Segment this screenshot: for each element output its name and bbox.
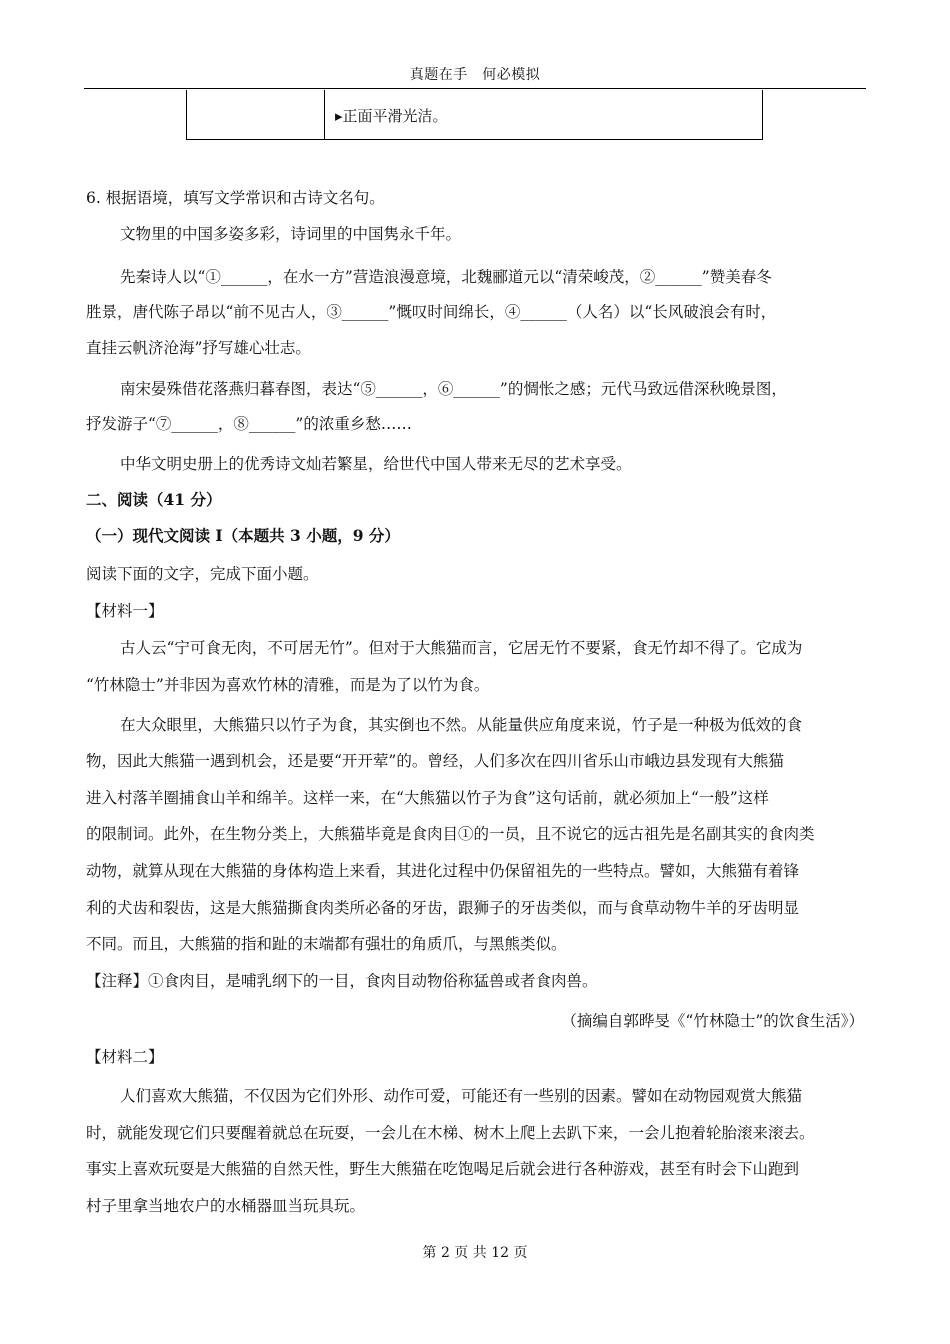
material-2-paragraph-1: 事实上喜欢玩耍是大熊猫的自然天性，野生大熊猫在吃饱喝足后就会进行各种游戏，甚至有时会下山跑到 <box>86 1160 800 1178</box>
question-6-paragraph-2: 南宋晏殊借花落燕归暮春图，表达“⑤______，⑥______”的惆怅之感；元代马致远借深秋晚景图， <box>120 380 787 398</box>
header-rule <box>84 88 866 89</box>
material-1-note: 【注释】①食肉目，是哺乳纲下的一目，食肉目动物俗称猛兽或者食肉兽。 <box>86 972 598 990</box>
top-table <box>186 90 763 140</box>
subsection-1-title: （一）现代文阅读 I（本题共 3 小题，9 分） <box>86 526 400 545</box>
material-2-paragraph-1: 村子里拿当地农户的水桶器皿当玩具玩。 <box>86 1197 366 1215</box>
material-1-label: 【材料一】 <box>86 602 164 620</box>
page-number: 第 2 页 共 12 页 <box>422 1245 528 1261</box>
question-6-paragraph-1: 直挂云帆济沧海”抒写雄心壮志。 <box>86 339 311 357</box>
question-6-paragraph-2: 抒发游子“⑦______，⑧______”的浓重乡愁…… <box>86 415 412 433</box>
material-1-paragraph-2: 的限制词。此外，在生物分类上，大熊猫毕竟是食肉目①的一员，且不说它的远古祖先是名副其实的食肉类 <box>86 825 815 843</box>
material-2-paragraph-1: 人们喜欢大熊猫，不仅因为它们外形、动作可爱，可能还有一些别的因素。譬如在动物园观赏大熊猫 <box>120 1087 803 1105</box>
material-1-paragraph-2: 进入村落羊圈捕食山羊和绵羊。这样一来，在“大熊猫以竹子为食”这句话前，就必须加上“一般”这样 <box>86 789 769 807</box>
material-1-paragraph-2: 不同。而且，大熊猫的指和趾的末端都有强壮的角质爪，与黑熊类似。 <box>86 935 567 953</box>
table-cell-right: ▸正面平滑光洁。 <box>335 107 448 125</box>
question-6-paragraph-3: 中华文明史册上的优秀诗文灿若繁星，给世代中国人带来无尽的艺术享受。 <box>120 455 632 473</box>
material-1-paragraph-2: 利的犬齿和裂齿，这是大熊猫撕食肉类所必备的牙齿，跟狮子的牙齿类似，而与食草动物牛羊的牙齿明显 <box>86 899 800 917</box>
section-2-title: 二、阅读（41 分） <box>86 490 222 509</box>
material-1-paragraph-1: 古人云“宁可食无肉，不可居无竹”。但对于大熊猫而言，它居无竹不要紧，食无竹却不得了。它成为 <box>120 639 803 657</box>
reading-instruction: 阅读下面的文字，完成下面小题。 <box>86 565 319 583</box>
question-6-paragraph-1: 胜景，唐代陈子昂以“前不见古人，③______”慨叹时间绵长，④______（人名）以“长风破浪会有时， <box>86 303 777 321</box>
question-6-intro: 文物里的中国多姿多彩，诗词里的中国隽永千年。 <box>120 225 462 243</box>
material-1-source: （摘编自郭晔旻《“竹林隐士”的饮食生活》） <box>561 1012 864 1030</box>
material-1-paragraph-2: 动物，就算从现在大熊猫的身体构造上来看，其进化过程中仍保留祖先的一些特点。譬如，大熊猫有着锋 <box>86 862 800 880</box>
page-header: 真题在手 何必模拟 <box>409 67 541 83</box>
table-cell-left <box>187 90 325 139</box>
material-2-label: 【材料二】 <box>86 1048 164 1066</box>
material-1-paragraph-1: “竹林隐士”并非因为喜欢竹林的清雅，而是为了以竹为食。 <box>86 676 490 694</box>
question-6-title: 6. 根据语境，填写文学常识和古诗文名句。 <box>86 189 385 207</box>
question-6-paragraph-1: 先秦诗人以“①______，在水一方”营造浪漫意境，北魏郦道元以“清荣峻茂，②______”赞美春冬 <box>120 268 772 286</box>
material-1-paragraph-2: 物，因此大熊猫一遇到机会，还是要“开开荤”的。曾经，人们多次在四川省乐山市峨边县发现有大熊猫 <box>86 752 784 770</box>
material-1-paragraph-2: 在大众眼里，大熊猫只以竹子为食，其实倒也不然。从能量供应角度来说，竹子是一种极为低效的食 <box>120 716 803 734</box>
material-2-paragraph-1: 时，就能发现它们只要醒着就总在玩耍，一会儿在木梯、树木上爬上去趴下来，一会儿抱着轮胎滚来滚去。 <box>86 1124 815 1142</box>
